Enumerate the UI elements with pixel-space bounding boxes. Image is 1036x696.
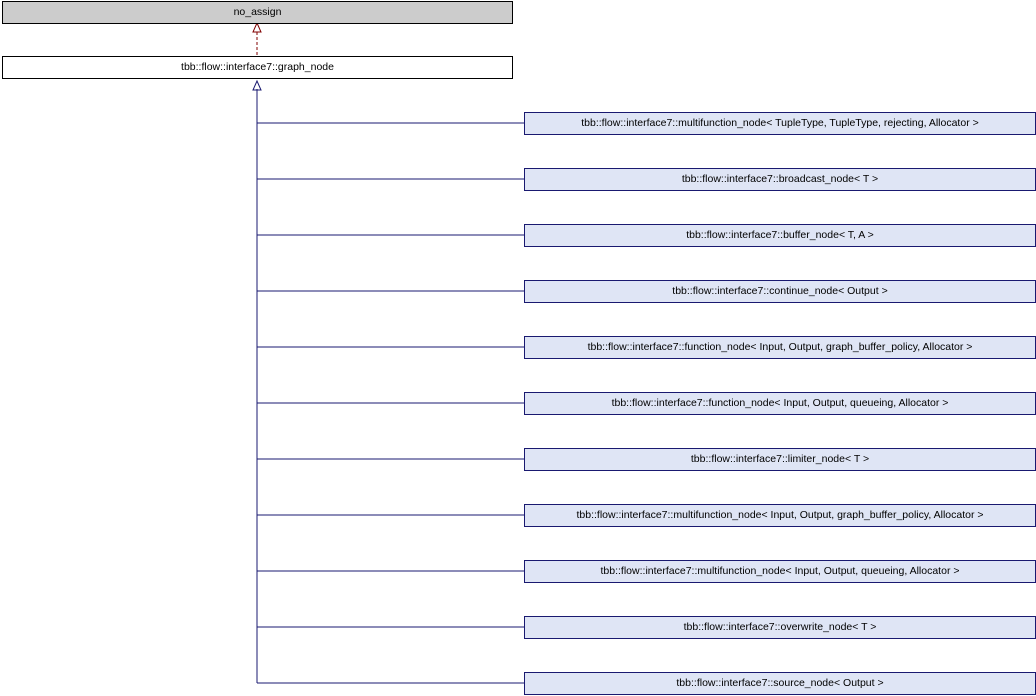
node-label: tbb::flow::interface7::multifunction_node< TupleType, TupleType, rejecting, Allocator > (581, 116, 979, 129)
node-label: tbb::flow::interface7::multifunction_node< Input, Output, graph_buffer_policy, Allocator > (576, 508, 984, 521)
node-label: tbb::flow::interface7::broadcast_node< T > (681, 172, 879, 185)
node-derived-5[interactable] (524, 392, 1036, 415)
node-label: tbb::flow::interface7::function_node< Input, Output, graph_buffer_policy, Allocator > (587, 340, 973, 353)
node-derived-8[interactable] (524, 560, 1036, 583)
node-derived-7[interactable] (524, 504, 1036, 527)
node-label: tbb::flow::interface7::limiter_node< T > (690, 452, 870, 465)
node-label: tbb::flow::interface7::overwrite_node< T > (683, 620, 877, 633)
node-label: no_assign (233, 5, 282, 18)
node-derived-2[interactable] (524, 224, 1036, 247)
node-derived-9[interactable] (524, 616, 1036, 639)
node-label: tbb::flow::interface7::source_node< Output > (676, 676, 884, 689)
node-derived-6[interactable] (524, 448, 1036, 471)
node-label: tbb::flow::interface7::function_node< Input, Output, queueing, Allocator > (611, 396, 949, 409)
node-label: tbb::flow::interface7::buffer_node< T, A > (686, 228, 874, 241)
node-derived-1[interactable] (524, 168, 1036, 191)
node-derived-3[interactable] (524, 280, 1036, 303)
node-label: tbb::flow::interface7::continue_node< Output > (672, 284, 888, 297)
node-derived-4[interactable] (524, 336, 1036, 359)
node-derived-0[interactable] (524, 112, 1036, 135)
node-no-assign[interactable] (2, 1, 513, 24)
node-graph-node[interactable] (2, 56, 513, 79)
node-derived-10[interactable] (524, 672, 1036, 695)
node-label: tbb::flow::interface7::graph_node (181, 60, 334, 73)
node-label: tbb::flow::interface7::multifunction_node< Input, Output, queueing, Allocator > (600, 564, 960, 577)
